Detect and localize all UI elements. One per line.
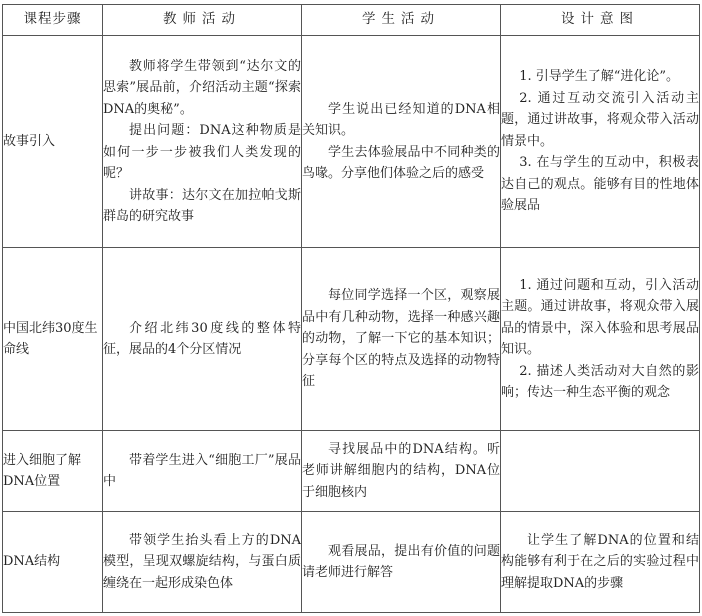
student-cell: [302, 36, 501, 248]
step-cell: 进入细胞了解DNA位置: [3, 431, 103, 512]
student-cell: [302, 431, 501, 512]
header-intent: 设计意图: [501, 5, 700, 36]
teacher-cell: [103, 431, 302, 512]
header-step: 课程步骤: [3, 5, 103, 36]
intent-item: 3. 在与学生的互动中，积极表达自己的观点。能够有目的性地体验展品: [501, 155, 699, 214]
step-cell: DNA结构: [3, 512, 103, 613]
student-cell: [302, 248, 501, 431]
intent-item: 2. 描述人类活动对大自然的影响；传达一种生态平衡的观念: [501, 363, 699, 400]
student-paragraph: 寻找展品中的DNA结构。听老师讲解细胞内的结构，DNA位于细胞核内: [302, 441, 500, 500]
student-paragraph: 观看展品，提出有价值的问题请老师进行解答: [302, 543, 500, 580]
intent-item: 1. 通过问题和互动，引入活动主题。通过讲故事，将观众带入展品的情景中，深入体验和思考展品知识。: [501, 277, 699, 357]
step-cell: 中国北纬30度生命线: [3, 248, 103, 431]
teacher-paragraph: 带领学生抬头看上方的DNA模型，呈现双螺旋结构，与蛋白质缠绕在一起形成染色体: [103, 532, 301, 591]
table-row: [3, 248, 700, 431]
step-cell: 故事引入: [3, 36, 103, 248]
teacher-paragraph: 介绍北纬30度线的整体特征，展品的4个分区情况: [103, 320, 301, 357]
teacher-paragraph: 讲故事：达尔文在加拉帕戈斯群岛的研究故事: [103, 187, 301, 224]
teacher-paragraph: 提出问题：DNA这种物质是如何一步一步被我们人类发现的呢？: [103, 123, 301, 181]
student-paragraph: 每位同学选择一个区，观察展品中有几种动物，选择一种感兴趣的动物，了解一下它的基本知识；分享每个区的特点及选择的动物特征: [302, 288, 500, 390]
table-row: [3, 512, 700, 613]
intent-cell-empty: [501, 431, 700, 512]
header-teacher: 教师活动: [103, 5, 302, 36]
intent-cell: [501, 248, 700, 431]
teacher-cell: [103, 248, 302, 431]
header-student: 学生活动: [302, 5, 501, 36]
intent-item: 1. 引导学生了解“进化论”。: [519, 69, 680, 85]
student-paragraph: 学生说出已经知道的DNA相关知识。: [302, 101, 500, 138]
intent-cell: [501, 36, 700, 248]
lesson-plan-table: [2, 4, 700, 613]
student-paragraph: 学生去体验展品中不同种类的鸟喙。分享他们体验之后的感受: [302, 144, 500, 181]
student-cell: [302, 512, 501, 613]
table-row: [3, 36, 700, 248]
teacher-cell: [103, 36, 302, 248]
table-row: [3, 431, 700, 512]
table-header-row: [3, 5, 700, 36]
teacher-paragraph: 带着学生进入“细胞工厂”展品中: [103, 452, 301, 489]
teacher-paragraph: 教师将学生带领到“达尔文的思索”展品前，介绍活动主题“探索DNA的奥秘”。: [103, 58, 301, 117]
intent-cell: [501, 512, 700, 613]
teacher-cell: [103, 512, 302, 613]
intent-item: 2. 通过互动交流引入活动主题，通过讲故事，将观众带入活动情景中。: [501, 90, 699, 149]
intent-paragraph: 让学生了解DNA的位置和结构能够有利于在之后的实验过程中理解提取DNA的步骤: [501, 532, 699, 591]
